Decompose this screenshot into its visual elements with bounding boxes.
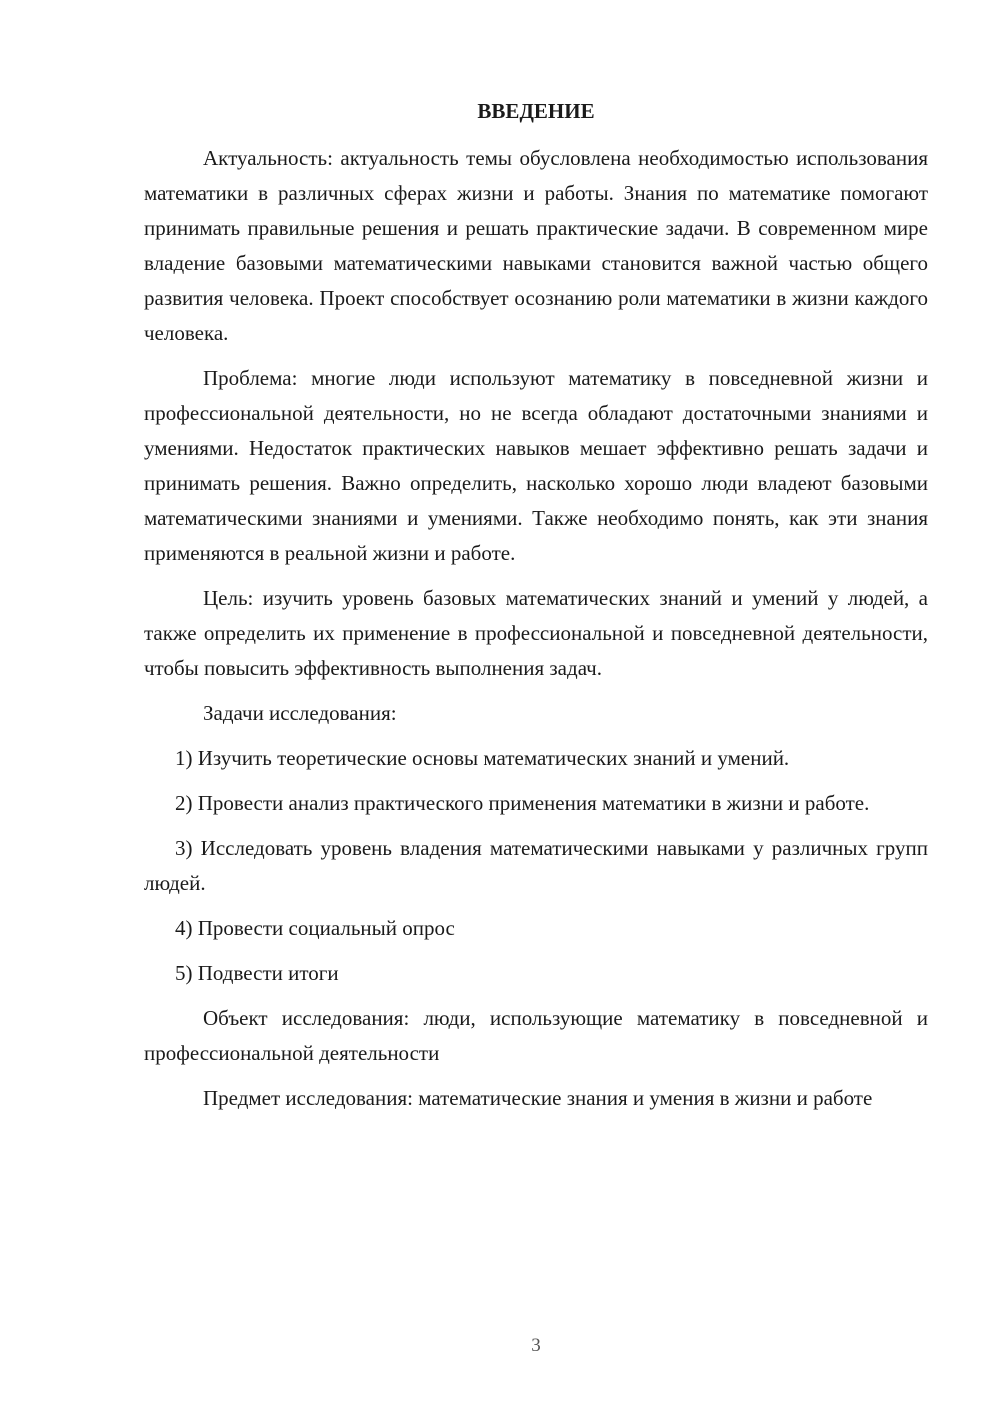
task-item-1: 1) Изучить теоретические основы математических знаний и умений.	[175, 746, 790, 770]
task-item-3: 3) Исследовать уровень владения математическими навыками у различных групп людей.	[144, 836, 928, 895]
page-number: 3	[531, 1335, 541, 1356]
task-item-2: 2) Провести анализ практического применения математики в жизни и работе.	[175, 791, 870, 815]
paragraph-relevance: Актуальность: актуальность темы обусловлена необходимостью использования математики в различных сферах жизни и работы. Знания по математике помогают принимать правильные решения и решать практические задачи. В современном мире владение базовыми математическими навыками становится важной частью общего развития человека. Проект способствует осознанию роли математики в жизни каждого человека.	[144, 146, 928, 345]
task-item-5: 5) Подвести итоги	[175, 961, 339, 985]
paragraph-goal: Цель: изучить уровень базовых математических знаний и умений у людей, а также определить их применение в профессиональной и повседневной деятельности, чтобы повысить эффективность выполнения задач.	[144, 586, 928, 680]
paragraph-problem: Проблема: многие люди используют математику в повседневной жизни и профессиональной деятельности, но не всегда обладают достаточными знаниями и умениями. Недостаток практических навыков мешает эффективно решать задачи и принимать решения. Важно определить, насколько хорошо люди владеют базовыми математическими знаниями и умениями. Также необходимо понять, как эти знания применяются в реальной жизни и работе.	[144, 366, 928, 565]
task-item-4: 4) Провести социальный опрос	[175, 916, 455, 940]
paragraph-subject: Предмет исследования: математические знания и умения в жизни и работе	[203, 1086, 873, 1110]
section-heading: ВВЕДЕНИЕ	[477, 99, 595, 123]
document-page	[144, 96, 928, 1126]
paragraph-object: Объект исследования: люди, использующие математику в повседневной и профессиональной деятельности	[144, 1006, 928, 1065]
tasks-title: Задачи исследования:	[203, 701, 397, 725]
